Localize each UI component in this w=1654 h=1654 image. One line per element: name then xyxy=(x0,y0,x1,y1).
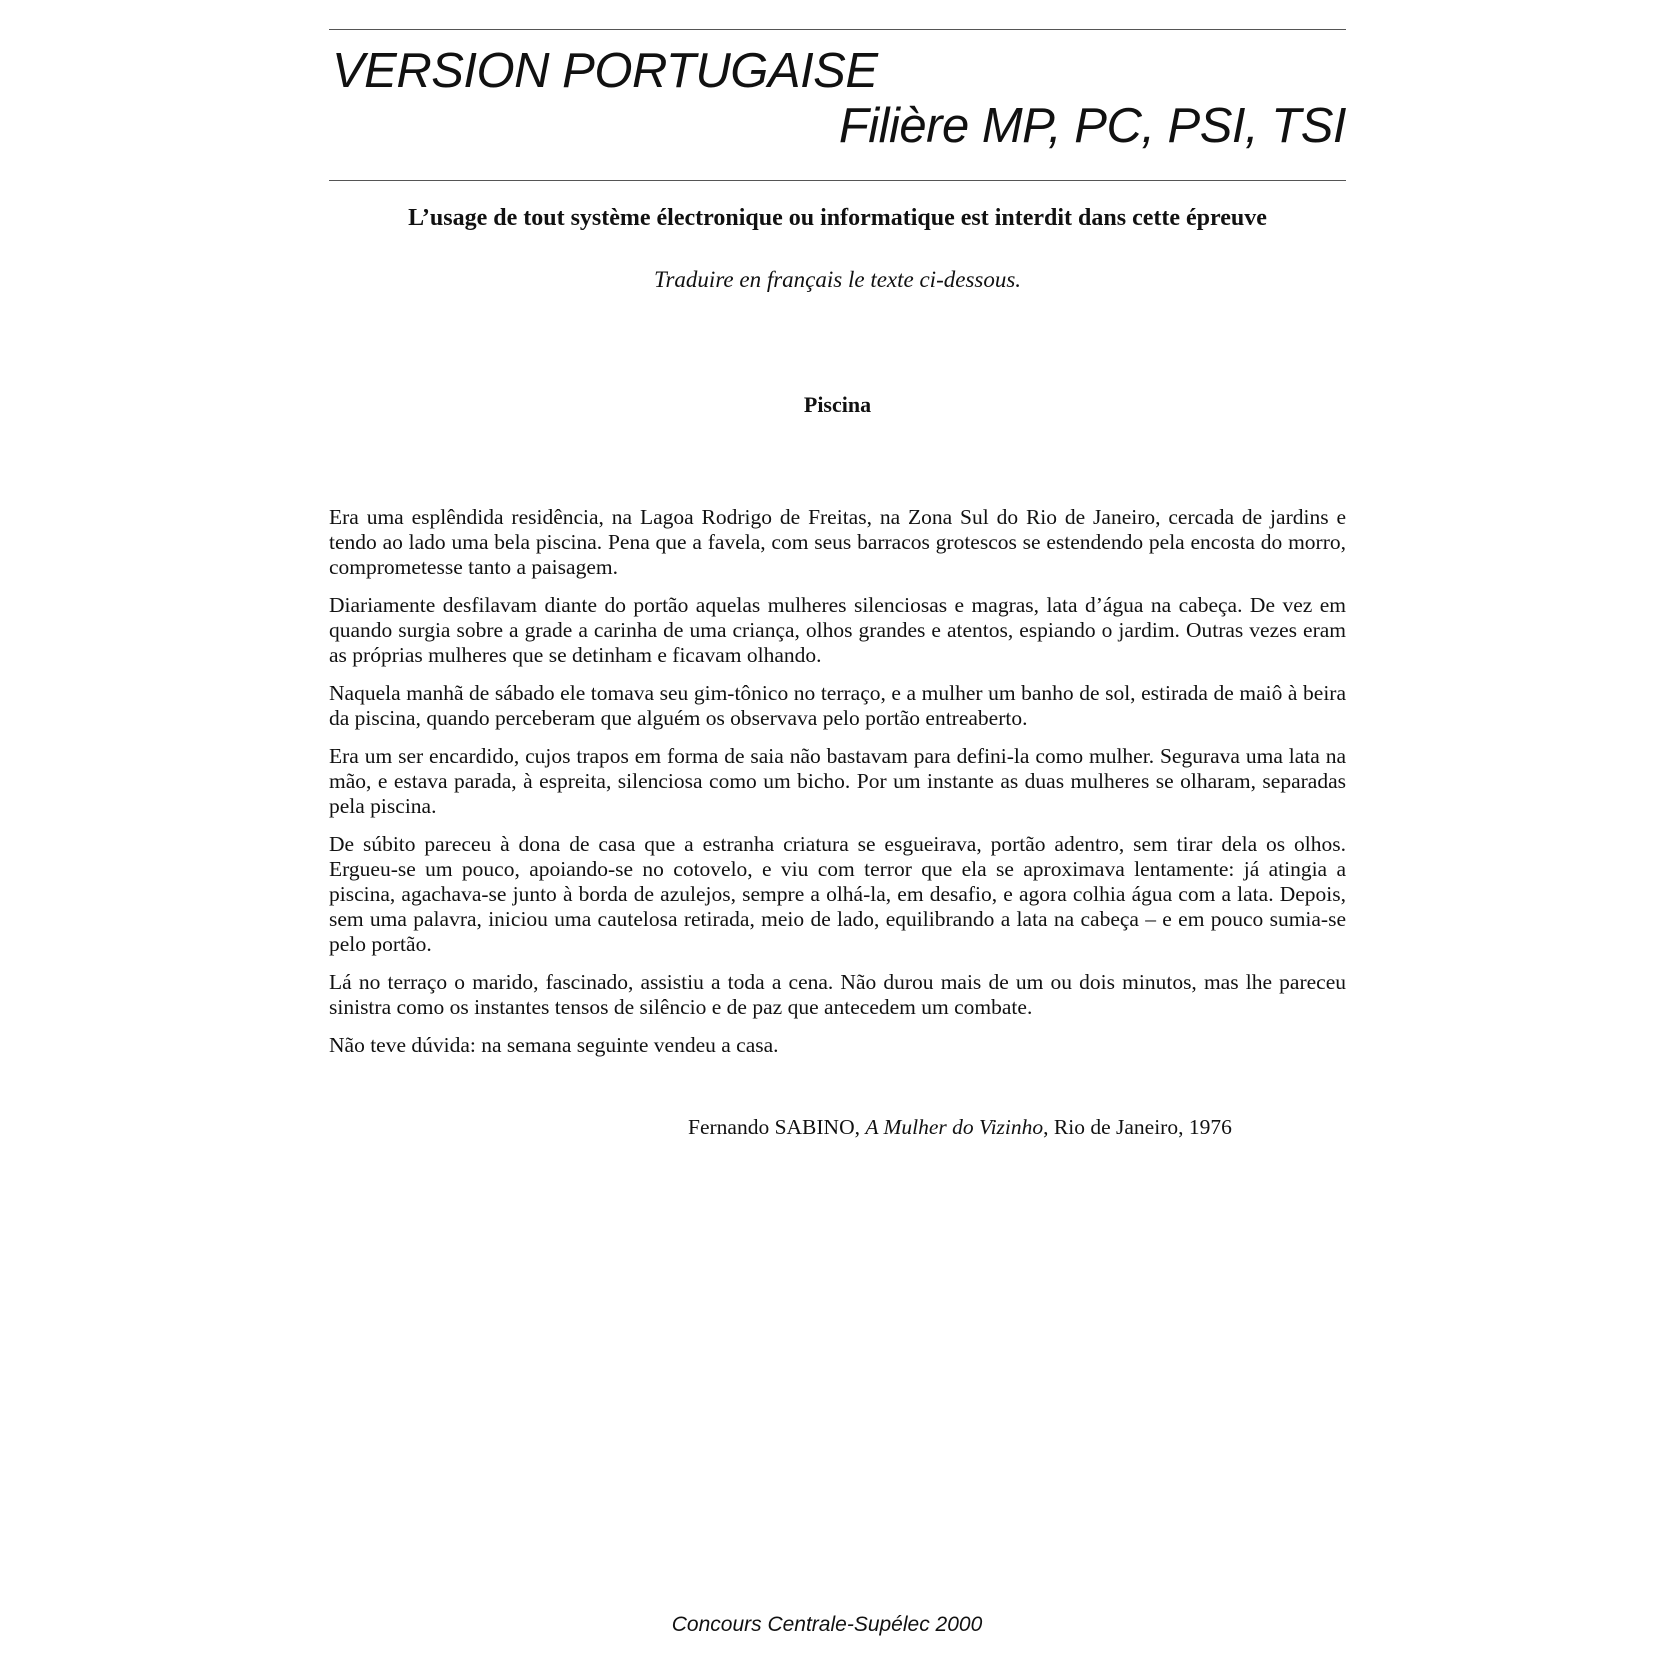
story-paragraph: Era um ser encardido, cujos trapos em forma de saia não bastavam para defini-la como mulher. Segurava uma lata na mão, e estava parada, à espreita, silenciosa como um bicho. Por um instante as duas mulheres se olharam, separadas pela piscina. xyxy=(329,743,1346,818)
document-subtitle: Filière MP, PC, PSI, TSI xyxy=(838,99,1346,153)
citation-work: A Mulher do Vizinho xyxy=(865,1114,1044,1139)
story-paragraph: Lá no terraço o marido, fascinado, assistiu a toda a cena. Não durou mais de um ou dois minutos, mas lhe pareceu sinistra como os instantes tensos de silêncio e de paz que antecedem um combate. xyxy=(329,969,1346,1019)
source-citation xyxy=(329,1115,1346,1140)
story-paragraph: Era uma esplêndida residência, na Lagoa Rodrigo de Freitas, na Zona Sul do Rio de Janeiro, cercada de jardins e tendo ao lado uma bela piscina. Pena que a favela, com seus barracos grotescos se estendendo pela encosta do morro, comprometesse tanto a paisagem. xyxy=(329,504,1346,579)
document-title: VERSION PORTUGAISE xyxy=(332,44,878,98)
page-footer: Concours Centrale-Supélec 2000 xyxy=(671,1613,983,1636)
story-paragraph: Naquela manhã de sábado ele tomava seu gim-tônico no terraço, e a mulher um banho de sol, estirada de maiô à beira da piscina, quando perceberam que alguém os observava pelo portão entreaberto. xyxy=(329,680,1346,730)
document-page xyxy=(329,29,1346,1140)
header xyxy=(329,30,1346,180)
story-paragraph: De súbito pareceu à dona de casa que a estranha criatura se esgueirava, portão adentro, sem tirar dela os olhos. Ergueu-se um pouco, apoiando-se no cotovelo, e viu com terror que ela se aproximava lentamente: já atingia a piscina, agachava-se junto à borda de azulejos, sempre a olhá-la, em desafio, e agora colhia água com a lata. Depois, sem uma palavra, iniciou uma cautelosa retirada, meio de lado, equilibrando a lata na cabeça – e em pouco sumia-se pelo portão. xyxy=(329,831,1346,956)
story-paragraph: Não teve dúvida: na semana seguinte vendeu a casa. xyxy=(329,1032,779,1057)
header-rule xyxy=(329,180,1346,181)
exam-warning: L’usage de tout système électronique ou informatique est interdit dans cette épreuve xyxy=(408,205,1267,231)
citation-place-year: , Rio de Janeiro, 1976 xyxy=(1043,1114,1232,1139)
story-title: Piscina xyxy=(803,392,872,418)
story-body xyxy=(329,505,1346,1058)
exam-instruction: Traduire en français le texte ci-dessous. xyxy=(653,266,1022,292)
citation-author: Fernando SABINO, xyxy=(688,1114,860,1139)
story-paragraph: Diariamente desfilavam diante do portão aquelas mulheres silenciosas e magras, lata d’água na cabeça. De vez em quando surgia sobre a grade a carinha de uma criança, olhos grandes e atentos, espiando o jardim. Outras vezes eram as próprias mulheres que se detinham e ficavam olhando. xyxy=(329,592,1346,667)
